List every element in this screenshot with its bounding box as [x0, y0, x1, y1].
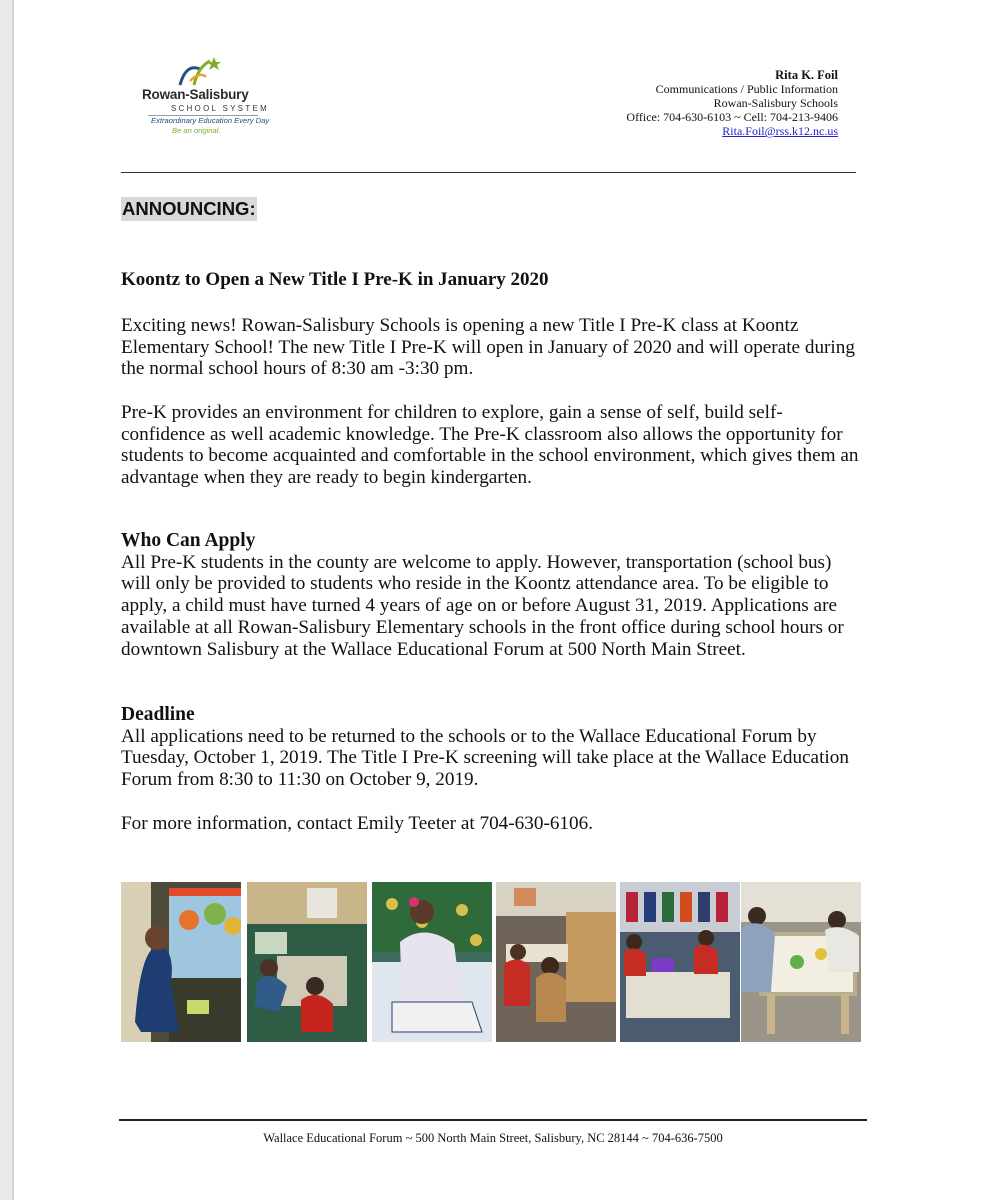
classroom-photo-strip: [121, 882, 861, 1042]
page-edge-shadow: [0, 0, 12, 1200]
benefits-text: Pre-K provides an environment for children to explore, gain a sense of self, build self-confidence as well academic knowledge. The Pre-K classroom also allows the opportunity for students to become acquainted and comfortable in the school environment, which gives them an advantage when they are ready to begin kindergarten.: [121, 402, 859, 489]
headline: Koontz to Open a New Title I Pre-K in January 2020: [121, 269, 549, 290]
benefits-paragraph: [121, 402, 866, 489]
contact-block: [626, 68, 838, 138]
classroom-photo: [372, 882, 492, 1042]
logo-subtitle: SCHOOL SYSTEM: [171, 104, 270, 113]
classroom-photo: [620, 882, 740, 1042]
page-edge-line: [12, 0, 14, 1200]
footer-address: Wallace Educational Forum ~ 500 North Main Street, Salisbury, NC 28144 ~ 704-636-7500: [263, 1131, 723, 1145]
who-can-apply-title: Who Can Apply: [121, 530, 256, 551]
logo-swoosh-icon: [176, 55, 226, 89]
contact-phones: Office: 704-630-6103 ~ Cell: 704-213-9406: [626, 110, 838, 124]
classroom-photo: [247, 882, 367, 1042]
logo-name: Rowan-Salisbury: [142, 87, 249, 102]
logo-tagline: Extraordinary Education Every Day: [151, 116, 270, 125]
school-logo: [138, 55, 270, 140]
intro-text: Exciting news! Rowan-Salisbury Schools is opening a new Title I Pre-K class at Koontz Elementary School! The new Title I Pre-K will open in January of 2020 and will operate during the normal school hours of 8:30 am -3:30 pm.: [121, 315, 855, 380]
announcing-label: ANNOUNCING:: [122, 198, 256, 219]
deadline-section: [121, 704, 866, 791]
contact-name: Rita K. Foil: [775, 68, 838, 82]
classroom-photo: [496, 882, 616, 1042]
more-info-text: For more information, contact Emily Teeter at 704-630-6106.: [121, 813, 594, 834]
contact-paragraph: [121, 813, 866, 835]
who-can-apply-section: [121, 530, 866, 660]
who-can-apply-text: All Pre-K students in the county are welcome to apply. However, transportation (school bus) will only be provided to students who reside in the Koontz attendance area. To be eligible to apply, a child must have turned 4 years of age on or before August 31, 2019. Applications are available at all Rowan-Salisbury Elementary schools in the front office during school hours or downtown Salisbury at the Wallace Educational Forum at 500 North Main Street.: [121, 551, 844, 660]
contact-title: Communications / Public Information: [655, 82, 838, 96]
header-divider: [121, 172, 856, 173]
classroom-photo: [741, 882, 861, 1042]
contact-organization: Rowan-Salisbury Schools: [713, 96, 838, 110]
classroom-photo: [121, 882, 241, 1042]
footer-divider: [119, 1119, 867, 1121]
deadline-title: Deadline: [121, 704, 195, 725]
logo-slogan: Be an original.: [172, 126, 221, 135]
deadline-text: All applications need to be returned to the schools or to the Wallace Educational Forum by Tuesday, October 1, 2019. The Title I Pre-K screening will take place at the Wallace Education Forum from 8:30 to 11:30 on October 9, 2019.: [121, 725, 849, 791]
contact-email-link[interactable]: Rita.Foil@rss.k12.nc.us: [722, 124, 838, 138]
intro-paragraph: [121, 315, 866, 380]
